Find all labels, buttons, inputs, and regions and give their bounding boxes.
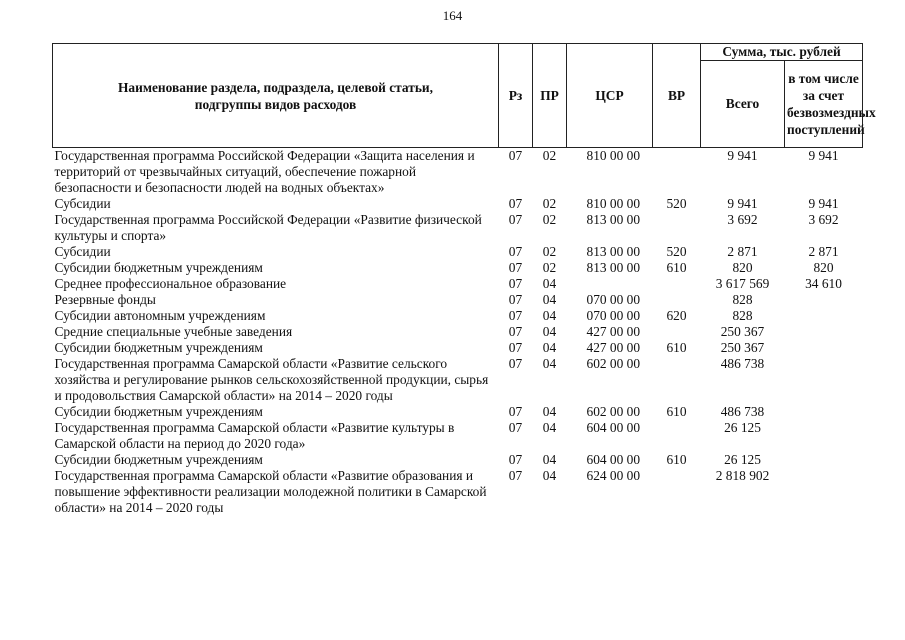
cell-name: Среднее профессиональное образование (54, 276, 287, 291)
cell-vr: 620 (666, 308, 687, 323)
cell-rz: 07 (508, 340, 523, 355)
page-number: 164 (442, 8, 463, 23)
cell-name: Резервные фонды (54, 292, 156, 307)
table-row (53, 356, 863, 404)
cell-csr (567, 276, 653, 292)
cell-pr: 04 (542, 276, 557, 291)
cell-total: 820 (732, 260, 753, 275)
cell-name: Государственная программа Российской Федерации «Развитие физической культуры и спорта» (54, 212, 482, 243)
cell-rz: 07 (508, 452, 523, 467)
cell-vr (653, 276, 701, 292)
table-row (53, 244, 863, 260)
cell-rz: 07 (508, 196, 523, 211)
cell-vr (653, 148, 701, 197)
cell-pr: 02 (542, 244, 557, 259)
cell-vr (653, 212, 701, 244)
cell-csr: 070 00 00 (586, 308, 641, 323)
cell-name: Субсидии бюджетным учреждениям (54, 260, 263, 275)
cell-csr: 810 00 00 (586, 148, 641, 163)
cell-vr: 610 (666, 340, 687, 355)
cell-total: 250 367 (720, 340, 765, 355)
cell-pr: 04 (542, 356, 557, 371)
cell-vr: 610 (666, 260, 687, 275)
cell-free-receipts (785, 340, 863, 356)
cell-pr: 04 (542, 308, 557, 323)
table-row (53, 212, 863, 244)
cell-vr: 520 (666, 244, 687, 259)
cell-rz: 07 (508, 244, 523, 259)
header-rz: Рз (499, 44, 533, 148)
cell-total: 9 941 (727, 148, 758, 163)
cell-rz: 07 (508, 260, 523, 275)
cell-total: 250 367 (720, 324, 765, 339)
table-row (53, 340, 863, 356)
header-vr: ВР (653, 44, 701, 148)
cell-name: Субсидии автономным учреждениям (54, 308, 266, 323)
cell-csr: 604 00 00 (586, 452, 641, 467)
table-row (53, 324, 863, 340)
cell-total: 26 125 (724, 420, 761, 435)
cell-free-receipts: 9 941 (808, 148, 839, 163)
cell-name: Государственная программа Самарской области «Развитие сельского хозяйства и регулирование рынков сельскохозяйственной продукции, сырья и продовольствия Самарской области» на 2014 – 2020 годы (54, 356, 489, 403)
cell-pr: 04 (542, 404, 557, 419)
cell-total: 3 692 (727, 212, 758, 227)
cell-free-receipts (785, 452, 863, 468)
cell-pr: 02 (542, 196, 557, 211)
table-row (53, 420, 863, 452)
cell-name: Государственная программа Самарской области «Развитие культуры в Самарской области на период до 2020 года» (54, 420, 455, 451)
cell-csr: 602 00 00 (586, 356, 641, 371)
cell-csr: 602 00 00 (586, 404, 641, 419)
cell-csr: 427 00 00 (586, 340, 641, 355)
table-row (53, 148, 863, 197)
cell-name: Государственная программа Российской Федерации «Защита населения и территорий от чрезвычайных ситуаций, обеспечение пожарной безопасности и безопасности людей на водных объектах» (54, 148, 475, 195)
cell-rz: 07 (508, 276, 523, 291)
cell-pr: 04 (542, 292, 557, 307)
table-row (53, 404, 863, 420)
table-row (53, 468, 863, 516)
header-name: Наименование раздела, подраздела, целевой статьи, подгруппы видов расходов (53, 44, 499, 148)
cell-pr: 04 (542, 452, 557, 467)
cell-vr (653, 356, 701, 404)
cell-csr: 813 00 00 (586, 244, 641, 259)
cell-name: Субсидии бюджетным учреждениям (54, 340, 263, 355)
cell-vr: 610 (666, 452, 687, 467)
cell-free-receipts (785, 308, 863, 324)
cell-rz: 07 (508, 308, 523, 323)
cell-name: Средние специальные учебные заведения (54, 324, 293, 339)
cell-name: Субсидии бюджетным учреждениям (54, 404, 263, 419)
table-row (53, 196, 863, 212)
cell-csr: 604 00 00 (586, 420, 641, 435)
cell-csr: 813 00 00 (586, 260, 641, 275)
cell-pr: 02 (542, 148, 557, 163)
cell-csr: 427 00 00 (586, 324, 641, 339)
cell-vr (653, 468, 701, 516)
cell-csr: 070 00 00 (586, 292, 641, 307)
header-total: Всего (701, 61, 785, 148)
cell-free-receipts (785, 324, 863, 340)
cell-pr: 04 (542, 340, 557, 355)
cell-free-receipts (785, 468, 863, 516)
cell-csr: 810 00 00 (586, 196, 641, 211)
cell-total: 9 941 (727, 196, 758, 211)
cell-rz: 07 (508, 356, 523, 371)
cell-free-receipts (785, 292, 863, 308)
cell-total: 2 818 902 (715, 468, 770, 483)
table-body (53, 148, 863, 517)
cell-total: 486 738 (720, 356, 765, 371)
cell-total: 486 738 (720, 404, 765, 419)
table-row (53, 260, 863, 276)
cell-name: Субсидии (54, 244, 111, 259)
cell-vr: 610 (666, 404, 687, 419)
cell-free-receipts: 3 692 (808, 212, 839, 227)
cell-csr: 624 00 00 (586, 468, 641, 483)
cell-free-receipts (785, 356, 863, 404)
cell-pr: 02 (542, 260, 557, 275)
cell-name: Государственная программа Самарской области «Развитие образования и повышение эффективности реализации молодежной политики в Самарской области» на 2014 – 2020 годы (54, 468, 487, 515)
cell-pr: 04 (542, 324, 557, 339)
cell-rz: 07 (508, 324, 523, 339)
cell-rz: 07 (508, 148, 523, 163)
cell-pr: 04 (542, 468, 557, 483)
cell-total: 3 617 569 (715, 276, 770, 291)
cell-rz: 07 (508, 420, 523, 435)
table-row (53, 452, 863, 468)
cell-total: 2 871 (727, 244, 758, 259)
cell-free-receipts (785, 420, 863, 452)
cell-free-receipts (785, 404, 863, 420)
cell-free-receipts: 2 871 (808, 244, 839, 259)
table-header (53, 44, 876, 148)
header-free-receipts: в том числе за счет безвозмездных поступлений (785, 61, 863, 148)
cell-pr: 02 (542, 212, 557, 227)
cell-total: 26 125 (724, 452, 761, 467)
cell-vr (653, 292, 701, 308)
cell-csr: 813 00 00 (586, 212, 641, 227)
cell-free-receipts: 34 610 (805, 276, 842, 291)
header-pr: ПР (533, 44, 567, 148)
cell-rz: 07 (508, 212, 523, 227)
cell-vr (653, 324, 701, 340)
cell-free-receipts: 820 (813, 260, 834, 275)
cell-vr: 520 (666, 196, 687, 211)
budget-table (52, 43, 876, 516)
cell-rz: 07 (508, 468, 523, 483)
header-csr: ЦСР (567, 44, 653, 148)
header-sum-group: Сумма, тыс. рублей (701, 44, 863, 61)
cell-rz: 07 (508, 292, 523, 307)
cell-name: Субсидии (54, 196, 111, 211)
cell-total: 828 (732, 308, 753, 323)
cell-total: 828 (732, 292, 753, 307)
cell-vr (653, 420, 701, 452)
table-row (53, 308, 863, 324)
cell-free-receipts: 9 941 (808, 196, 839, 211)
table-row (53, 276, 863, 292)
cell-name: Субсидии бюджетным учреждениям (54, 452, 263, 467)
cell-pr: 04 (542, 420, 557, 435)
cell-rz: 07 (508, 404, 523, 419)
table-row (53, 292, 863, 308)
